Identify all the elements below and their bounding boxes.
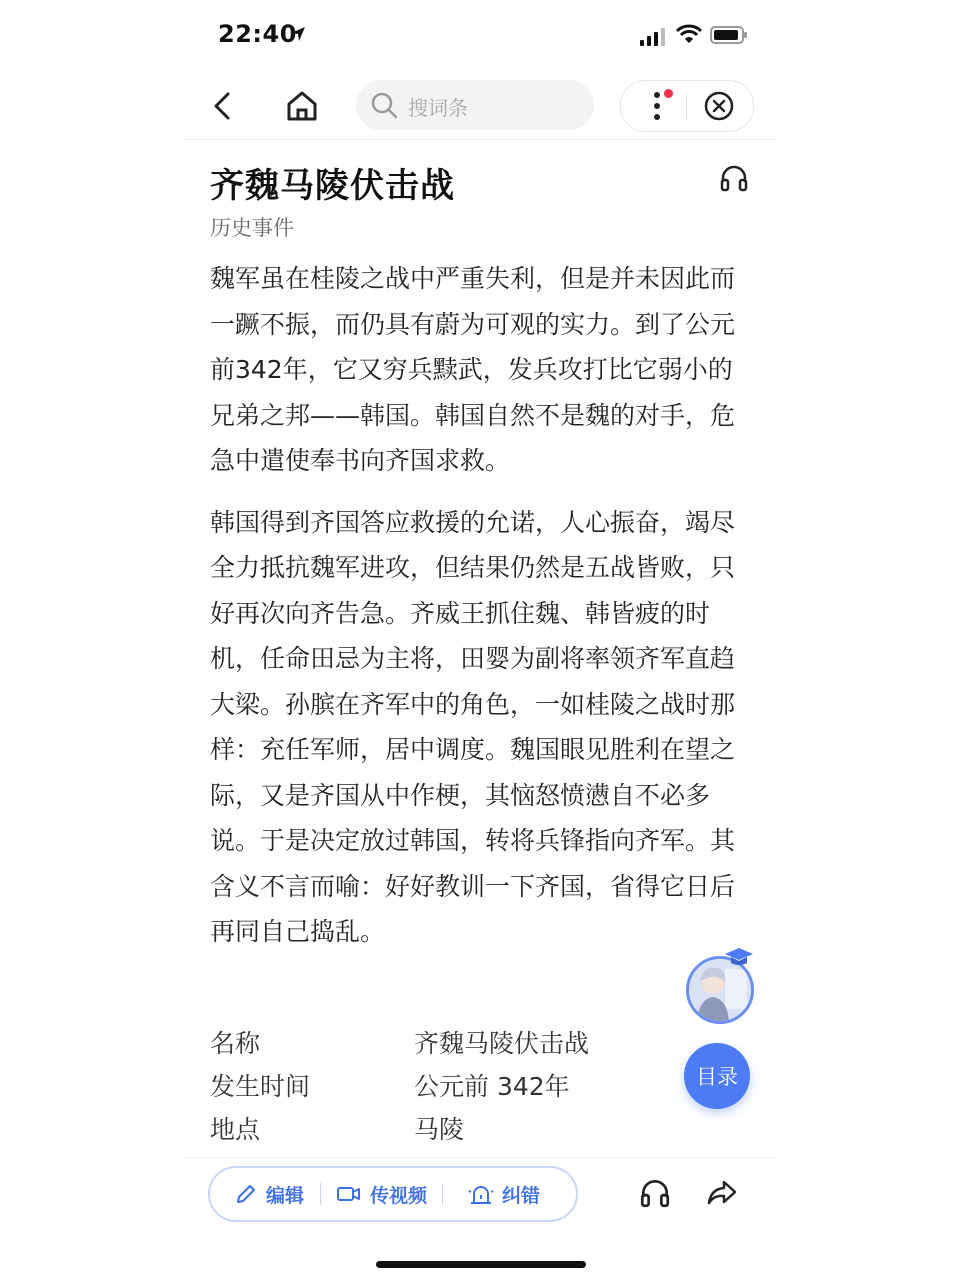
battery-icon [710,26,748,44]
infobox-key: 发生时间 [210,1072,311,1101]
correct-error-label: 纠错 [502,1184,541,1207]
infobox-value: 齐魏马陵伏击战 [414,1029,590,1058]
edit-label: 编辑 [266,1184,305,1207]
infobox-row [210,1067,660,1110]
alarm-light-icon [468,1182,494,1206]
nav-divider [184,139,776,140]
paragraph: 韩国得到齐国答应救援的允诺，人心振奋，竭尽全力抵抗魏军进攻，但结果仍然是五战皆败，只好再次向齐告急。齐威王抓住魏、韩皆疲的时机，任命田忌为主将，田婴为副将率领齐军直趋大梁。孙膑在齐军中的角色，一如桂陵之战时那样：充任军师，居中调度。魏国眼见胜利在望之际，又是齐国从中作梗，其恼怒愤懑自不必多说。于是决定放过韩国，转将兵锋指向齐军。其含义不言而喻：好好教训一下齐国，省得它日后再同自己捣乱。 [210,507,736,946]
search-icon [370,91,398,119]
video-camera-icon [336,1183,362,1205]
home-icon[interactable] [282,86,322,126]
action-bar [208,1166,578,1222]
headphones-icon[interactable] [638,1176,672,1210]
paragraph: 魏军虽在桂陵之战中严重失利，但是并未因此而一蹶不振，而仍具有蔚为可观的实力。到了公元前342年，它又穷兵黩武，发兵攻打比它弱小的兄弟之邦——韩国。韩国自然不是魏的对手，危急中遣使奉书向齐国求救。 [210,264,736,475]
infobox [210,1024,660,1153]
graduation-cap-icon [724,946,754,968]
infobox-key: 名称 [210,1029,261,1058]
category-label: 历史事件 [210,216,294,240]
infobox-row [210,1024,660,1067]
edit-button[interactable] [234,1168,304,1220]
search-input[interactable] [356,80,594,130]
article-body [210,256,754,955]
phone-screen [184,0,776,1280]
wifi-icon [676,24,702,44]
table-of-contents-button[interactable]: 目录 [684,1043,750,1109]
action-divider [320,1183,321,1205]
mini-program-capsule [620,80,754,132]
infobox-key: 地点 [210,1115,261,1144]
cellular-signal-icon [640,28,666,46]
status-time: 22:40 [218,20,297,48]
bottom-divider [184,1157,776,1158]
action-divider [442,1183,443,1205]
correct-error-button[interactable] [468,1168,540,1220]
capsule-divider [686,93,687,119]
close-icon[interactable] [703,90,735,122]
infobox-value: 马陵 [414,1115,465,1144]
headphones-icon[interactable] [718,162,750,194]
page-title: 齐魏马陵伏击战 [210,166,455,206]
notification-badge [664,89,673,98]
pencil-icon [234,1182,258,1206]
search-placeholder: 搜词条 [408,96,468,120]
infobox-value: 公元前 342年 [414,1072,570,1101]
back-arrow-icon[interactable] [206,88,242,124]
share-icon[interactable] [704,1174,740,1210]
infobox-row [210,1110,660,1153]
top-nav-bar [184,78,776,138]
status-bar [184,0,776,72]
location-arrow-icon [290,26,306,42]
upload-video-button[interactable] [336,1168,427,1220]
upload-video-label: 传视频 [370,1184,428,1207]
anime-avatar-icon [689,959,751,1021]
home-indicator[interactable] [376,1261,586,1268]
